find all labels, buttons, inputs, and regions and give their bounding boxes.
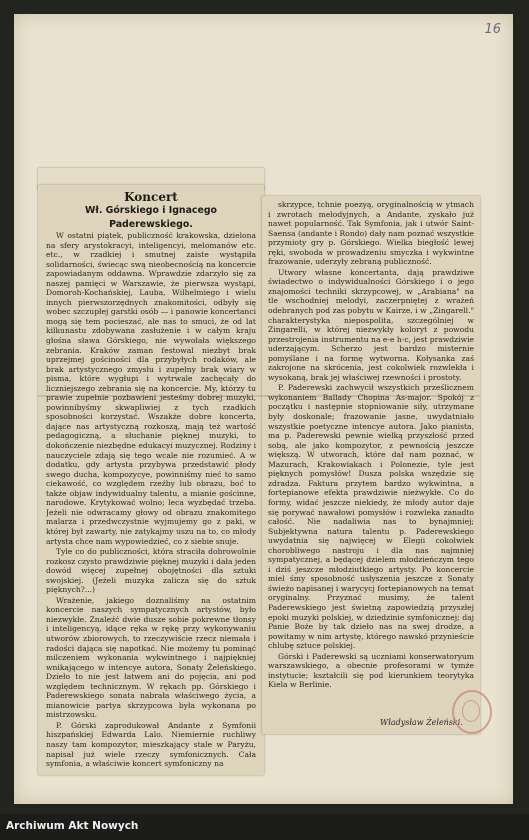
article-column-right	[268, 200, 474, 720]
page-number: 16	[484, 22, 501, 37]
article-paragraph: Tyle co do publiczności, która straciła dobrowolnie rozkosz czysto prawdziwie pięknej muzyki i dała jeden dowód więcej zupełnej obojętności dla sztuki swojskiej. (Jeżeli muzyka zalicza się do sztuk pięknych?...)	[46, 547, 256, 595]
article-header	[46, 190, 256, 232]
article-column-left	[46, 231, 256, 776]
footer-bar	[0, 814, 529, 840]
archive-stamp-icon	[452, 690, 492, 734]
article-signature: Władysław Żeleński.	[380, 718, 463, 727]
article-paragraph: P. Górski zaprodukował Andante z Symfonii hiszpańskiej Edwarda Lalo. Niemiernie ruchliwy naszy tam kompozytor, mieszkający stale w Paryżu, napisał już wiele rzeczy symfonicznych. Cała symfonia, a właściwie koncert symfoniczny na	[46, 720, 256, 769]
article-subtitle: Wł. Górskiego i Ignacego Paderewskiego.	[85, 205, 217, 230]
article-paragraph: W ostatni piątek, publiczność krakowska, dzielona na sfery arystokracyi, inteligencyi, melomanów etc. etc., w rzadkiej i smutnej zaiste wystąpiła solidarności, świecąc swą nieobecnością na koncercie zapowiadanym oddawna. Wprawdzie zdarzyło się za naszej pamięci w Warszawie, że pierwsza wystąpi, Domoroh-Kochańskiej, Lauba, Wilhelmiego i wielu innych pierwszorzędnych znakomitości, odbyły się wobec szczupłej garstki osób — i panowie koncertanci mogą się tem pocieszać, ale nas to smuci, że od lat kilkunastu zdobywana zasłużenie i w całym kraju głośna sława Górskiego, nie wywołała większego zebrania. Kraków zaman festowal niezbyt brak uprzejmej gościności dla przybyłych rodaków, ale brak artystycznego zmysłu i zupełny brak wiary w pisma, które wygłupi i wytrwale zachęcały do liczniejszego zebrania się na koncercie. My, którzy tu prawie zupełnie pozbawieni jesteśmy dobrej muzyki, powinnibyśmy skwapliwiej z tych rzadkich sposobności korzystać. Wszakże dobre koncerta, dające nas artystyczną rozkoszą, mają też wartość pedagogiczną, a słuchanie pięknej muzyki, to dokończenie niezbędne edukacyi muzycznej. Rodziny i nauczyciele zdają się tego wcale nie rozumieć. A w dodatku, gdy artysta przybywa przedstawić płody swego ducha, kompozycye, powinniśmy nieć to samo ciekawość, co względem rzeźby lub obrazu, boć to także objaw indywidualny talentu, a mianie gościnne, narodowe. Krytykować wolno; leca wyzbędać trzeba. Jeżeli nie odwracamy głowy od obrazu znakomitego malarza i przedwczystnie wyjmujemy go z paki, w której był zawarty, nie zatykajmy uszu na to, co młody artysta chce nam wypowiedzieć, co z siebie snuje.	[46, 231, 256, 546]
article-paragraph: Wrażenie, jakiego doznaliśmy na ostatnim koncercie naszych sympatycznych artystów, było niezwykłe. Znaleźć dwie dusze sobie pokrewne tłonsy i inteligencyą, idące ręka w rękę przy wykonywaniu utworów zbiorowych, to rzeczywiście rzecz niemała i radości dająca się napotkać. Nie możemy tu pominąć milczeniem wykonania wykwintnego i najpiękniej wnikającego w intencye autora, Sonaty Żeleńskiego. Dzieło to nie jest łatwem ani do pojęcia, ani pod względem technicznym. W rękach pp. Górskiego i Paderewskiego sonata nabrała właściwego życia, a mianowicie partya skrzypcowa była wykonana po mistrzowsku.	[46, 595, 256, 720]
article-paragraph: Górski i Paderewski są uczniami konserwatoryum warszawskiego, a obecnie profesorami w tymże instytucie; kształcili się pod kierunkiem teorytyka Kiela w Berlinie.	[268, 651, 474, 690]
article-title: Koncert	[124, 190, 178, 204]
article-paragraph: Utwory własne koncertanta, dają prawdziwe świadectwo o indywidualności Górskiego i o jego znajomości techniki skrzypcowej, w „Arabiana" na tle wschodniej melodyi, zaczerpniętej z wrażeń odebranych pod zas pobytu w Kairze, i w „Zingarell." charakterystyka niepospolita, szczególniej w Zingarelli, w której niezwykły koloryt z powodu przestrojenia instrumentu na e-e h-c, jest prawdziwie uderzającym. Scherzo jest bardzo misternie pomyślane i na formę wytworna. Kołysanka zaś zakrojone na skrócenia, jest cokolwiek rozwlekła i wysokaną, brak jej właściwej rzewności i prostoty.	[268, 267, 474, 382]
archive-label: Archiwum Akt Nowych	[6, 820, 139, 832]
article-paragraph: skrzypce, tchnie poezyą, oryginalnością w ytmach i zwrotach melodyjnych, a Andante, zyskało już nawet popularność. Tak Symfonia, jak i utwór Saint-Saensa (andante i Rondo) dały nam poznać wszystkie przymioty gry p. Górskiego. Wielka biegłość lewej ręki, swoboda w prowadzeniu smyczka i wykwintne frazowanie, uderzyły zebraną publiczność.	[268, 200, 474, 267]
article-paragraph: P. Paderewski zachwycił wszystkich prześlicznem wykonaniem Ballady Chopina As-major. Spokój z początku i następnie stopniowanie siły, utrzymane były doskonale; frazowanie jasne, uwydatniało wszystkie poetyczne intencye autora. Jako pianista, ma p. Paderewski pewnie wielką przyszłość przed sobą, ale jako kompozytor, z pewnością jeszcze większą. W utworach, które dał nam poznać, w Mazurach, Krakowiakach i Polonezie, tyle jest pięknych pomysłów! Dusza polska wszędzie się zdradza. Faktura przytem bardzo wykwintna, a fortepianowe efekta prawdziwie nieżwykłe. Co do formy, widać jeszcze niekiedy, że młody autor daje się porywać nawałowi pomysłów i rozwleka zanadto całość. Nie nadaliwia nas to bynajmniej; Subjektywna natura talentu p. Paderewskiego uwydatnia się najwięcej w Elegii cokolwiek chorobliwego nastroju i dla nas najmniej sympatycznej, a będącej dzielem młodzieńczym tego i dziś jeszcze młodziutkiego artysty. Po koncercie miel śmy sposobność usłyszenia jeszcze z Sonaty świeżo napisanej i warycycj fortepianowych na temat oryginalny. Przyznać musimy, że talent Paderewskiego jest świetną zapowiedzią przyszłej epoki muzyki polskiej, w dziedzinie symfonicznej; daj Panie Boże by tak dzieło nas na swej drodze, a powitamy w nim artystę, którego nawskó przynieście chlubę sztuce polskiej.	[268, 383, 474, 651]
